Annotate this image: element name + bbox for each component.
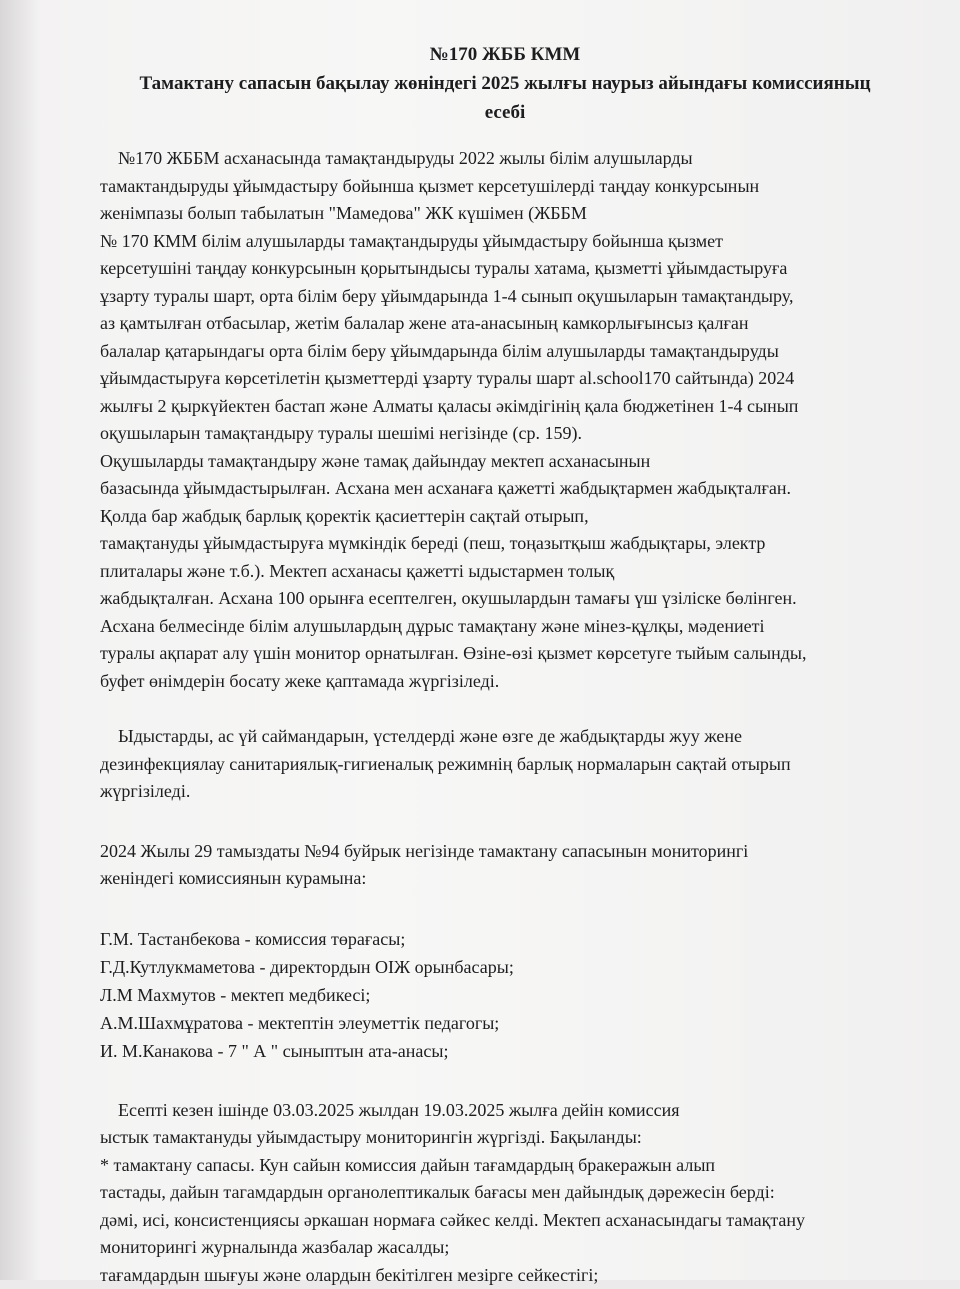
report-line: * тамактану сапасы. Кун сайын комиссия дайын тағамдардың бракеражын алып xyxy=(100,1152,900,1180)
commission-members-list xyxy=(100,925,900,1065)
facilities-line: жабдықталған. Асхана 100 орынға есептелген, окушылардын тамағы үш үзіліске бөлінген. xyxy=(100,585,900,613)
report-line: Есепті кезен ішінде 03.03.2025 жылдан 19.03.2025 жылға дейін комиссия xyxy=(100,1097,900,1125)
commission-member: Л.М Махмутов - мектеп медбикесі; xyxy=(100,981,900,1009)
commission-member: Г.М. Тастанбекова - комиссия төрағасы; xyxy=(100,925,900,953)
intro-line: оқушыларын тамақтандыру туралы шешімі негізінде (ср. 159). xyxy=(100,420,900,448)
report-line: дәмі, исі, консистенциясы әркашан нормаға сәйкес келді. Мектеп асханасындагы тамақтану xyxy=(100,1207,900,1235)
hygiene-line: Ыдыстарды, ас үй саймандарын, үстелдерді және өзге де жабдықтарды жуу жене xyxy=(100,723,900,751)
facilities-line: тамақтануды ұйымдастыруға мүмкіндік береді (пеш, тоңазытқыш жабдықтары, электр xyxy=(100,530,900,558)
facilities-line: Асхана белмесінде білім алушылардың дұрыс тамақтану және мінез-құлқы, мәдениеті xyxy=(100,613,900,641)
report-line: тастады, дайын тагамдардын органолептикалык бағасы мен дайындық дәрежесін берді: xyxy=(100,1179,900,1207)
intro-line: женімпазы болып табылатын "Мамедова" ЖК күшімен (ЖББМ xyxy=(100,200,900,228)
facilities-line: базасында ұйымдастырылған. Асхана мен асханаға қажетті жабдықтармен жабдықталған. xyxy=(100,475,900,503)
facilities-line: плиталары және т.б.). Мектеп асханасы қажетті ыдыстармен толық xyxy=(100,558,900,586)
school-name: №170 ЖББ КММ xyxy=(110,40,900,69)
report-line: ыстык тамактануды уйымдастыру мониторингін жүргізді. Бақыланды: xyxy=(100,1124,900,1152)
intro-line: тамактандыруды ұйымдастыру бойынша қызмет керсетушілерді таңдау конкурсынын xyxy=(100,173,900,201)
intro-line: керсетушіні таңдау конкурсынын қорытындысы туралы хатама, қызметті ұйымдастыруға xyxy=(100,255,900,283)
hygiene-line: жүргізіледі. xyxy=(100,778,900,806)
intro-line: ұзарту туралы шарт, орта білім беру ұйымдарында 1-4 сынып оқушыларын тамақтандыру, xyxy=(100,283,900,311)
hygiene-paragraph xyxy=(100,723,900,806)
facilities-line: Қолда бар жабдық барлық қоректік қасиеттерін сақтай отырып, xyxy=(100,503,900,531)
report-title-line-2: есебі xyxy=(110,98,900,127)
facilities-line: Оқушыларды тамақтандыру және тамақ дайындау мектеп асханасынын xyxy=(100,448,900,476)
intro-line: балалар қатарындагы орта білім беру ұйымдарында білім алушыларды тамақтандыруды xyxy=(100,338,900,366)
facilities-line: буфет өнімдерін босату жеке қаптамада жүргізіледі. xyxy=(100,668,900,696)
report-line: тағамдардын шығуы және олардын бекітілген мезірге сейкестігі; xyxy=(100,1262,900,1289)
hygiene-line: дезинфекциялау санитариялық-гигиеналық режимнің барлық нормаларын сақтай отырып xyxy=(100,751,900,779)
intro-line: аз қамтылған отбасылар, жетім балалар жене ата-анасының камкорлығынсыз қалған xyxy=(100,310,900,338)
order-line: 2024 Жылы 29 тамыздаты №94 буйрык негізінде тамактану сапасынын мониторингі xyxy=(100,838,900,866)
report-paragraph xyxy=(100,1097,900,1289)
commission-member: Г.Д.Кутлукмаметова - директордын ОІЖ орынбасары; xyxy=(100,953,900,981)
commission-member: И. М.Канакова - 7 " А " сыныптын ата-анасы; xyxy=(100,1037,900,1065)
facilities-line: туралы ақпарат алу үшін монитор орнатылған. Өзіне-өзі қызмет көрсетуге тыйым салынды, xyxy=(100,640,900,668)
order-paragraph xyxy=(100,838,900,893)
intro-line: ұйымдастыруға көрсетілетін қызметтерді ұзарту туралы шарт al.school170 сайтында) 2024 xyxy=(100,365,900,393)
intro-line: № 170 КММ білім алушыларды тамақтандыруды ұйымдастыру бойынша қызмет xyxy=(100,228,900,256)
commission-member: А.М.Шахмұратова - мектептін элеуметтік педагогы; xyxy=(100,1009,900,1037)
order-line: женіндегі комиссиянын курамына: xyxy=(100,865,900,893)
document-title xyxy=(100,40,900,127)
report-title-line-1: Тамактану сапасын бақылау жөніндегі 2025 жылғы наурыз айындағы комиссияныц xyxy=(110,69,900,98)
report-line: мониторингі журналында жазбалар жасалды; xyxy=(100,1234,900,1262)
facilities-paragraph xyxy=(100,448,900,696)
intro-line: жылғы 2 қыркүйектен бастап және Алматы қаласы әкімдігінің қала бюджетінен 1-4 сынып xyxy=(100,393,900,421)
intro-paragraph xyxy=(100,145,900,448)
intro-line: №170 ЖББМ асханасында тамақтандыруды 2022 жылы білім алушыларды xyxy=(118,145,900,173)
